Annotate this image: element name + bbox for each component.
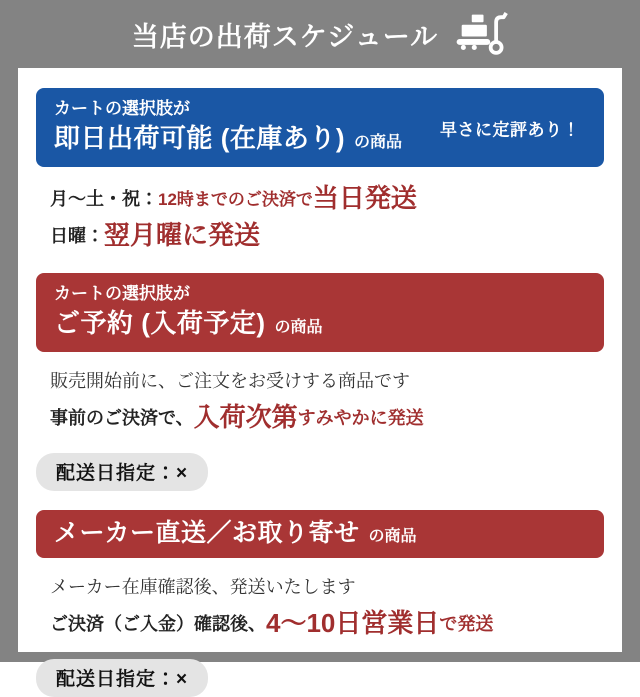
backorder-condition: ご決済（ご入金）確認後、 (50, 614, 266, 634)
preorder-header-suffix: の商品 (274, 319, 323, 336)
preorder-result: すみやかに発送 (297, 408, 424, 428)
instock-line-weekday (50, 181, 604, 218)
backorder-result: で発送 (439, 614, 494, 634)
instock-header-suffix: の商品 (354, 134, 403, 151)
sunday-label: 日曜： (50, 226, 104, 246)
backorder-header-box (36, 510, 604, 558)
weekday-label: 月～土・祝： (50, 189, 158, 209)
preorder-condition: 事前のご決済で、 (50, 408, 194, 428)
backorder-line-shipping (50, 604, 604, 645)
instock-header-aside: 早さに定評あり！ (440, 120, 580, 139)
weekday-condition: 12時までのご決済で (158, 190, 313, 209)
backorder-info-text: メーカー在庫確認後、発送いたします (50, 577, 356, 597)
preorder-delivery-date-badge: 配送日指定：× (36, 453, 208, 491)
backorder-header-main: メーカー直送／お取り寄せ (54, 519, 360, 547)
instock-header-main: 即日出荷可能 (在庫あり) (54, 123, 346, 153)
page-title: 当店の出荷スケジュール (131, 21, 439, 52)
instock-line-sunday (50, 218, 604, 255)
sunday-result: 翌月曜に発送 (104, 220, 261, 250)
backorder-line-info (50, 572, 604, 604)
backorder-header-suffix: の商品 (368, 528, 417, 545)
title-bar (0, 0, 640, 68)
backorder-delivery-date-badge: 配送日指定：× (36, 659, 208, 697)
backorder-pill-row (36, 659, 604, 697)
weekday-result: 当日発送 (312, 183, 417, 213)
preorder-info-text: 販売開始前に、ご注文をお受けする商品です (50, 371, 410, 391)
preorder-header-box (36, 273, 604, 352)
preorder-line-info (50, 366, 604, 398)
preorder-highlight: 入荷次第 (193, 402, 298, 432)
preorder-note (50, 366, 604, 439)
preorder-header-pre: カートの選択肢が (54, 284, 190, 303)
backorder-highlight: 4～10日営業日 (266, 608, 440, 638)
preorder-header-main: ご予約 (入荷予定) (54, 308, 266, 338)
instock-header-pre: カートの選択肢が (54, 99, 190, 118)
instock-header-box (36, 88, 604, 167)
backorder-note (50, 572, 604, 645)
preorder-line-shipping (50, 398, 604, 439)
content-panel (18, 68, 622, 690)
preorder-pill-row (36, 453, 604, 491)
instock-note (50, 181, 604, 255)
handtruck-icon (454, 13, 508, 55)
